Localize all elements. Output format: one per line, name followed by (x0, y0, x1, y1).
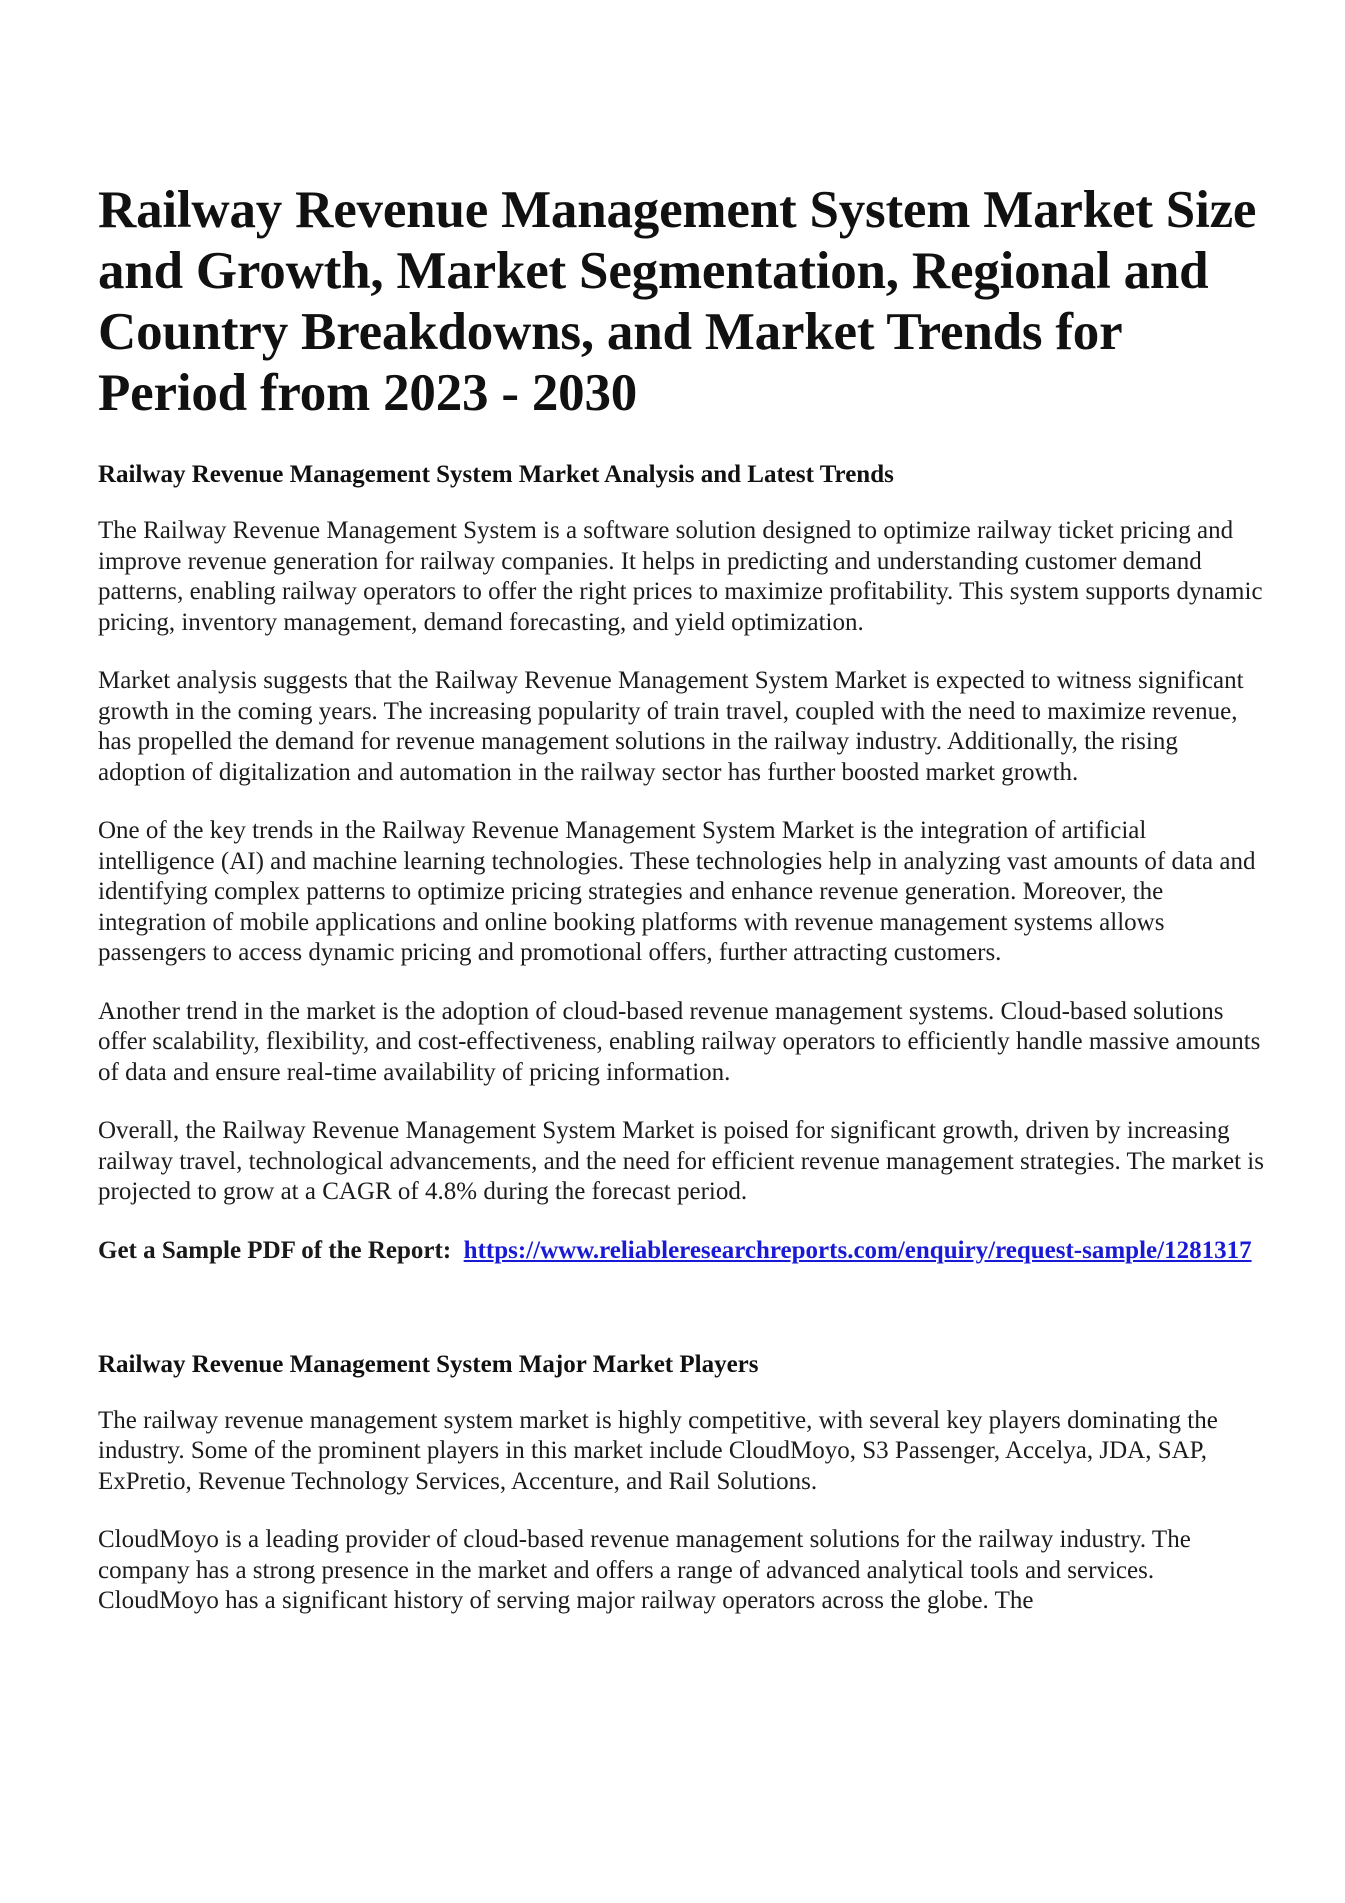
document-content (98, 180, 1268, 1617)
players-paragraph-1: The railway revenue management system market is highly competitive, with several key players dominating the industry. Some of the prominent players in this market include CloudMoyo, S3 Passenger, Accelya, JDA, SAP, ExPretio, Revenue Technology Services, Accenture, and Rail Solutions. (98, 1406, 1218, 1495)
page-title: Railway Revenue Management System Market Size and Growth, Market Segmentation, Regional and Country Breakdowns, and Market Trends for Period from 2023 - 2030 (98, 181, 1257, 422)
sample-pdf-label: Get a Sample PDF of the Report: (98, 1236, 452, 1264)
players-paragraph-2: CloudMoyo is a leading provider of cloud-based revenue management solutions for the railway industry. The company has a strong presence in the market and offers a range of advanced analytical tools and services. CloudMoyo has a significant history of serving major railway operators across the globe. The (98, 1526, 1191, 1614)
sample-pdf-link[interactable]: https://www.reliableresearchreports.com/enquiry/request-sample/1281317 (463, 1236, 1252, 1264)
analysis-paragraph-1: The Railway Revenue Management System is a software solution designed to optimize railway ticket pricing and improve revenue generation for railway companies. It helps in predicting and understanding customer demand patterns, enabling railway operators to offer the right prices to maximize profitability. This system supports dynamic pricing, inventory management, demand forecasting, and yield optimization. (98, 517, 1263, 636)
analysis-paragraph-4: Another trend in the market is the adoption of cloud-based revenue management systems. Cloud-based solutions offer scalability, flexibility, and cost-effectiveness, enabling railway operators to efficiently handle massive amounts of data and ensure real-time availability of pricing information. (98, 997, 1261, 1086)
analysis-heading: Railway Revenue Management System Market Analysis and Latest Trends (98, 461, 894, 488)
analysis-paragraph-3: One of the key trends in the Railway Revenue Management System Market is the integration of artificial intelligence (AI) and machine learning technologies. These technologies help in analyzing vast amounts of data and identifying complex patterns to optimize pricing strategies and enhance revenue generation. Moreover, the integration of mobile applications and online booking platforms with revenue management systems allows passengers to access dynamic pricing and promotional offers, further attracting customers. (98, 817, 1256, 966)
analysis-paragraph-5: Overall, the Railway Revenue Management System Market is poised for significant growth, driven by increasing railway travel, technological advancements, and the need for efficient revenue management strategies. The market is projected to grow at a CAGR of 4.8% during the forecast period. (98, 1117, 1264, 1205)
sample-pdf-line (98, 1236, 1268, 1266)
players-heading: Railway Revenue Management System Major Market Players (98, 1350, 759, 1378)
analysis-paragraph-2: Market analysis suggests that the Railway Revenue Management System Market is expected to witness significant growth in the coming years. The increasing popularity of train travel, coupled with the need to maximize revenue, has propelled the demand for revenue management solutions in the railway industry. Additionally, the rising adoption of digitalization and automation in the railway sector has further boosted market growth. (98, 667, 1244, 786)
